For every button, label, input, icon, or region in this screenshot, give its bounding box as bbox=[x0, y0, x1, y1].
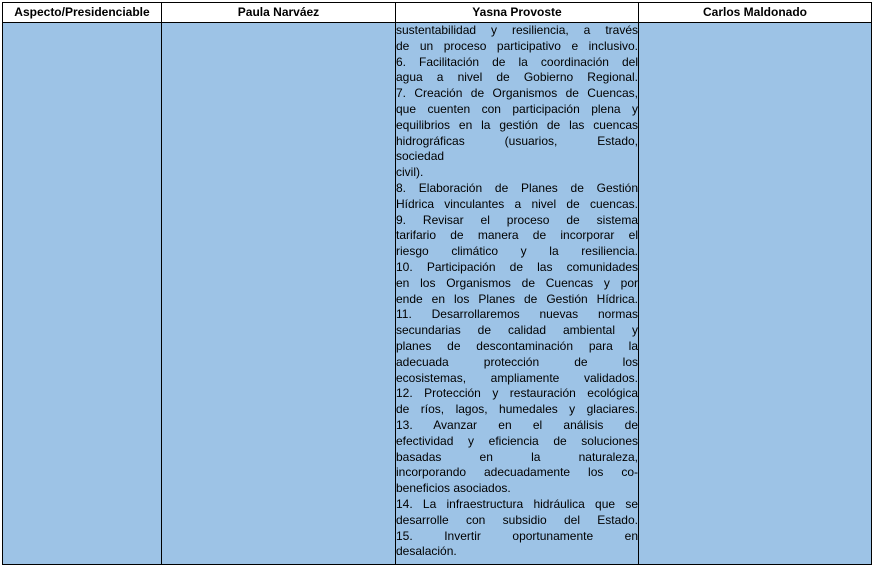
header-paula-narvaez: Paula Narváez bbox=[162, 3, 396, 23]
text-line: 12. Protección y restauración ecológica bbox=[396, 386, 638, 401]
text-line: sociedad bbox=[396, 149, 445, 164]
text-line: tarifario de manera de incorporar el bbox=[396, 228, 638, 243]
text-line: de ríos, lagos, humedales y glaciares. bbox=[396, 402, 638, 417]
text-line: 11. Desarrollaremos nuevas normas bbox=[396, 307, 638, 322]
text-line: que cuenten con participación plena y bbox=[396, 101, 638, 116]
text-line: planes de descontaminación para la bbox=[396, 338, 638, 353]
cell-yasna-provoste bbox=[396, 23, 639, 565]
text-line: beneficios asociados. bbox=[396, 481, 511, 496]
table-row bbox=[3, 23, 872, 565]
cell-aspecto bbox=[3, 23, 162, 565]
text-line: adecuada protección de los bbox=[396, 354, 638, 369]
text-line: ende en los Planes de Gestión Hídrica. bbox=[396, 291, 638, 306]
text-line: hidrográficas (usuarios, Estado, bbox=[396, 133, 638, 148]
comparison-table bbox=[2, 2, 872, 565]
text-line: 8. Elaboración de Planes de Gestión bbox=[396, 180, 638, 195]
text-line: equilibrios en la gestión de las cuencas bbox=[396, 117, 638, 132]
text-line: efectividad y eficiencia de soluciones bbox=[396, 433, 638, 448]
cell-carlos-maldonado bbox=[639, 23, 872, 565]
header-carlos-maldonado: Carlos Maldonado bbox=[639, 3, 872, 23]
text-line: 7. Creación de Organismos de Cuencas, bbox=[396, 86, 638, 101]
text-line: de un proceso participativo e inclusivo. bbox=[396, 38, 638, 53]
text-line: civil). bbox=[396, 165, 424, 180]
header-yasna-provoste: Yasna Provoste bbox=[396, 3, 639, 23]
header-row bbox=[3, 3, 872, 23]
text-line: sustentabilidad y resiliencia, a través bbox=[396, 23, 638, 37]
text-line: en los Organismos de Cuencas y por bbox=[396, 275, 638, 290]
text-line: desalación. bbox=[396, 544, 457, 559]
text-line: ecosistemas, ampliamente validados. bbox=[396, 370, 638, 385]
text-line: 14. La infraestructura hidráulica que se bbox=[396, 496, 638, 511]
header-aspecto: Aspecto/Presidenciable bbox=[3, 3, 162, 23]
text-line: basadas en la naturaleza, bbox=[396, 449, 638, 464]
text-line: secundarias de calidad ambiental y bbox=[396, 323, 638, 338]
yasna-provoste-text bbox=[396, 23, 638, 560]
text-line: Hídrica vinculantes a nivel de cuencas. bbox=[396, 196, 638, 211]
text-line: 15. Invertir oportunamente en bbox=[396, 528, 638, 543]
text-line: riesgo climático y la resiliencia. bbox=[396, 244, 638, 259]
text-line: desarrolle con subsidio del Estado. bbox=[396, 512, 638, 527]
text-line: 10. Participación de las comunidades bbox=[396, 259, 638, 274]
text-line: incorporando adecuadamente los co- bbox=[396, 465, 638, 480]
text-line: 9. Revisar el proceso de sistema bbox=[396, 212, 638, 227]
text-line: 6. Facilitación de la coordinación del bbox=[396, 54, 638, 69]
cell-paula-narvaez bbox=[162, 23, 396, 565]
text-line: agua a nivel de Gobierno Regional. bbox=[396, 70, 638, 85]
text-line: 13. Avanzar en el análisis de bbox=[396, 417, 638, 432]
